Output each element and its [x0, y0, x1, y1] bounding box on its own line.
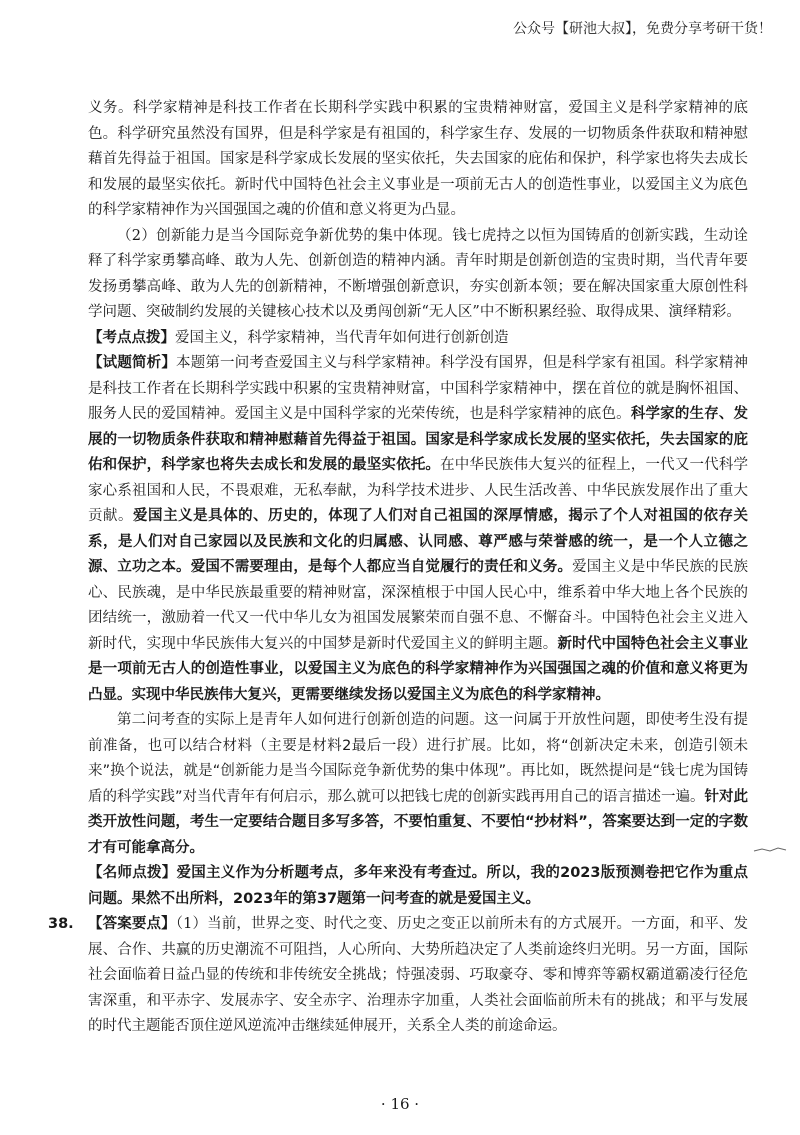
mingshi-text: 爱国主义作为分析题考点，多年来没有考查过。所以，我的2023版预测卷把它作为重点问题。果然不出所料，2023年的第37题第一问考查的就是爱国主义。 — [88, 865, 749, 907]
jianxi-section — [88, 351, 748, 708]
answer-key-text: （1）当前，世界之变、时代之变、历史之变正以前所未有的方式展开。一方面，和平、发展、合作、共赢的历史潮流不可阻挡，人心所向、大势所趋决定了人类前途终归光明。另一方面，国际社会面临着日益凸显的传统和非传统安全挑战；恃强凌弱、巧取豪夺、零和博弈等霸权霸道霸凌行径危害深重，和平赤字、发展赤字、安全赤字、治理赤字加重，人类社会面临前所未有的挑战；和平与发展的时代主题能否顶住逆风逆流冲击继续延伸展开，关系全人类的前途命运。 — [88, 916, 749, 1034]
kaodian-text: 爱国主义，科学家精神，当代青年如何进行创新创造 — [175, 329, 509, 346]
paragraph-answer-continuation: 义务。科学家精神是科技工作者在长期科学实践中积累的宝贵精神财富，爱国主义是科学家精神的底色。科学研究虽然没有国界，但是科学家是有祖国的，科学家生存、发展的一切物质条件获取和精神慰藉首先得益于祖国。国家是科学家成长发展的坚实依托，失去国家的庇佑和保护，科学家也将失去成长和发展的最坚实依托。新时代中国特色社会主义事业是一项前无古人的创造性事业，以爱国主义为底色的科学家精神作为兴国强国之魂的价值和意义将更为凸显。 — [88, 100, 748, 218]
jianxi-label: 【试题简析】 — [88, 355, 177, 371]
question-38-answer — [48, 912, 749, 1040]
second-question-paragraph — [88, 708, 748, 861]
mingshi-section — [88, 861, 748, 912]
paragraph-answer-point-2: （2）创新能力是当今国际竞争新优势的集中体现。钱七虎持之以恒为国铸盾的创新实践，生动诠释了科学家勇攀高峰、敢为人先、创新创造的精神内涵。青年时期是创新创造的宝贵时期，当代青年要发扬勇攀高峰、敢为人先的创新精神，不断增强创新意识，夯实创新本领；要在解决国家重大原创性科学问题、突破制约发展的关键核心技术以及勇闯创新“无人区”中不断积累经验、取得成果、演绎精彩。 — [88, 227, 748, 320]
second-text-1: 第二问考查的实际上是青年人如何进行创新创造的问题。这一问属于开放性问题，即使考生没有提前准备，也可以结合材料（主要是材料2最后一段）进行扩展。比如，将“创新决定未来，创造引领未来”换个说法，就是“创新能力是当今国际竞争新优势的集中体现”。再比如，既然提问是“钱七虎为国铸盾的科学实践”对当代青年有何启示，那么就可以把钱七虎的创新实践再用自己的语言描述一遍。 — [88, 712, 748, 805]
pen-mark-icon — [752, 845, 792, 855]
jianxi-bold-1: 科学家的生存、发展的一切物质条件获取和精神慰藉首先得益于祖国。国家是科学家成长发展的坚实依托，失去国家的庇佑和保护，科学家也将失去成长和发展的最坚实依托。 — [88, 406, 749, 473]
jianxi-bold-2: 爱国主义是具体的、历史的，体现了人们对自己祖国的深厚情感，揭示了个人对祖国的依存关系，是人们对自己家园以及民族和文化的归属感、认同感、尊严感与荣誉感的统一，是一个人立德之源、立功之本。爱国不需要理由，是每个人都应当自觉履行的责任和义务。 — [88, 508, 749, 575]
page-number: · 16 · — [380, 1095, 420, 1113]
question-number: 38. — [48, 916, 74, 932]
jianxi-bold-3: 新时代中国特色社会主义事业是一项前无古人的创造性事业，以爱国主义为底色的科学家精神作为兴国强国之魂的价值和意义将更为凸显。实现中华民族伟大复兴，更需要继续发扬以爱国主义为底色的科学家精神。 — [88, 635, 748, 703]
jianxi-text-3: 爱国主义是中华民族的民族心、民族魂，是中华民族最重要的精神财富，深深植根于中国人民心中，维系着中华大地上各个民族的团结统一，激励着一代又一代中华儿女为祖国发展繁荣而自强不息、不懈奋斗。中国特色社会主义进入新时代，实现中华民族伟大复兴的中国梦是新时代爱国主义的鲜明主题。 — [88, 559, 748, 652]
answer-key-label: 【答案要点】 — [88, 916, 176, 932]
second-bold-1: 针对此类开放性问题，考生一定要结合题目多写多答，不要怕重复、不要怕“抄材料”，答案要达到一定的字数才有可能拿高分。 — [88, 788, 749, 856]
kaodian-label: 【考点点拨】 — [88, 329, 175, 346]
kaodian-section — [88, 326, 748, 352]
mingshi-label: 【名师点拨】 — [88, 865, 177, 881]
page-header-watermark: 公众号【研池大叔】，免费分享考研干货！ — [513, 21, 772, 37]
jianxi-text-2: 在中华民族伟大复兴的征程上，一代又一代科学家心系祖国和人民，不畏艰难，无私奉献，为科学技术进步、人民生活改善、中华民族发展作出了重大贡献。 — [88, 457, 749, 524]
jianxi-text-1: 本题第一问考查爱国主义与科学家精神。科学没有国界，但是科学家有祖国。科学家精神是科技工作者在长期科学实践中积累的宝贵精神财富，中国科学家精神中，摆在首位的就是胸怀祖国、服务人民的爱国精神。爱国主义是中国科学家的光荣传统，也是科学家精神的底色。 — [88, 355, 749, 422]
page-content — [48, 96, 749, 1040]
